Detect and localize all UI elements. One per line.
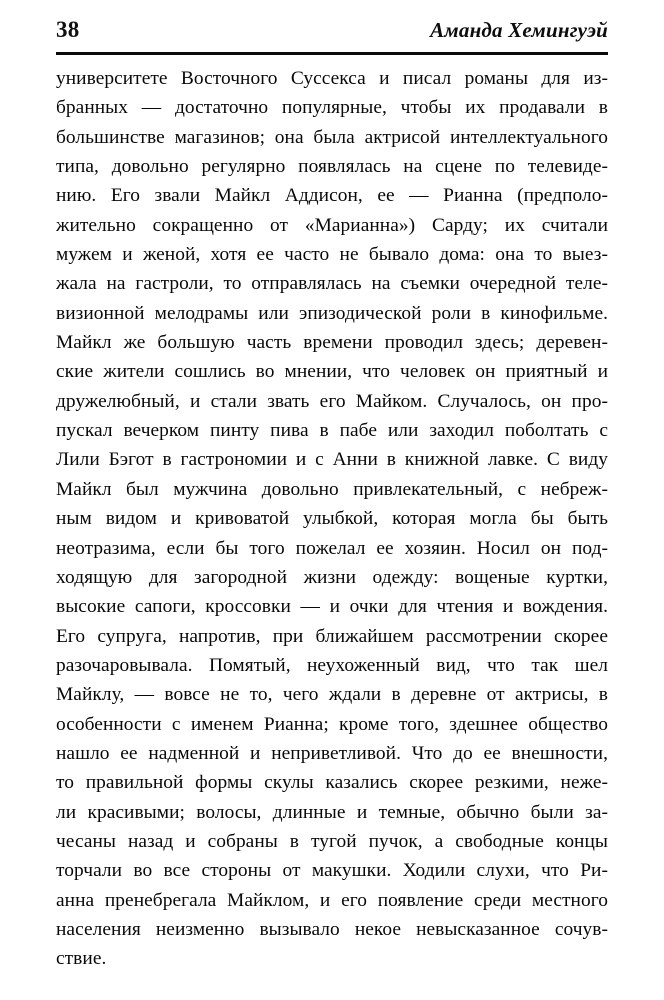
body-line: чесаны назад и собраны в тугой пучок, а свободные концы [56,830,608,852]
body-line: дружелюбный, и стали звать его Майком. Случалось, он про- [56,390,608,412]
body-text [56,64,608,974]
body-line: торчали во все стороны от макушки. Ходили слухи, что Ри- [56,860,608,882]
body-line: нашло ее надменной и неприветливой. Что до ее внешности, [56,742,608,764]
body-line: ным видом и кривоватой улыбкой, которая могла бы быть [56,508,608,530]
body-paragraph [56,64,608,974]
body-line: неотразима, если бы того пожелал ее хозяин. Носил он под- [56,537,608,559]
body-line: нию. Его звали Майкл Аддисон, ее — Рианна (предполо- [56,185,608,207]
body-line: ские жители сошлись во мнении, что человек он приятный и [56,361,608,383]
body-line: университете Восточного Суссекса и писал романы для из- [56,68,608,89]
body-line: ходящую для загородной жизни одежду: вощеные куртки, [56,566,608,588]
body-line: Майкл же большую часть времени проводил здесь; деревен- [56,332,608,354]
body-line: высокие сапоги, кроссовки — и очки для чтения и вождения. [56,596,608,618]
body-line: Майклу, — вовсе не то, чего ждали в деревне от актрисы, в [56,684,608,706]
body-line: населения неизменно вызывало некое невысказанное сочув- [56,918,608,940]
body-line: Его супруга, напротив, при ближайшем рассмотрении скорее [56,625,608,647]
header-divider-rule [56,52,608,55]
body-line: типа, довольно регулярно появлялась на сцене по телевиде- [56,156,608,178]
body-line: Майкл был мужчина довольно привлекательный, с небреж- [56,478,608,500]
running-head-author: Аманда Хемингуэй [430,18,608,42]
body-line: ствие. [56,948,107,970]
body-line: бранных — достаточно популярные, чтобы их продавали в [56,97,608,119]
body-line: особенности с именем Рианна; кроме того, здешнее общество [56,713,608,735]
page-number: 38 [56,17,80,42]
body-line: пускал вечерком пинту пива в пабе или заходил поболтать с [56,420,608,442]
body-line: Лили Бэгот в гастрономии и с Анни в книжной лавке. С виду [56,449,608,471]
body-line: жала на гастроли, то отправлялась на съемки очередной теле- [56,273,608,295]
running-head [56,18,608,48]
body-line: анна пренебрегала Майклом, и его появление среди местного [56,889,608,911]
body-line: визионной мелодрамы или эпизодической роли в кинофильме. [56,302,608,324]
body-line: то правильной формы скулы казались скорее резкими, неже- [56,772,608,794]
body-line: мужем и женой, хотя ее часто не бывало дома: она то выез- [56,244,608,266]
body-line: жительно сокращенно от «Марианна») Сарду; их считали [56,214,608,236]
body-line: большинстве магазинов; она была актрисой интеллектуального [56,126,608,148]
body-line: разочаровывала. Помятый, неухоженный вид, что так шел [56,654,608,676]
body-line: ли красивыми; волосы, длинные и темные, обычно были за- [56,801,608,823]
